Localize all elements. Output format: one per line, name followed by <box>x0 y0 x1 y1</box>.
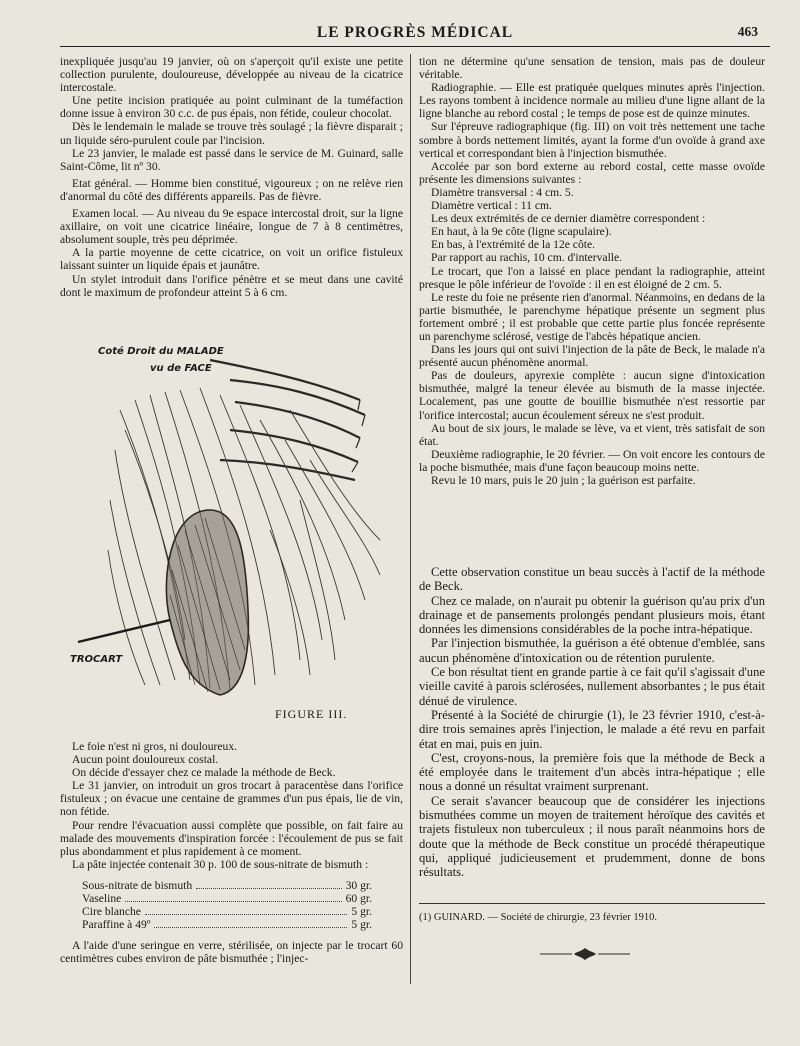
paragraph: Revu le 10 mars, puis le 20 juin ; la guérison est parfaite. <box>431 474 696 487</box>
paragraph: Le trocart, que l'on a laissé en place pendant la radiographie, atteint presque le pôle inférieur de l'ovoïde : il en est éloigné de 2 cm. 5. <box>419 264 765 291</box>
page-header <box>60 24 770 46</box>
ingredient-name: Vaseline <box>82 892 122 906</box>
ingredient-name: Sous-nitrate de bismuth <box>82 878 193 892</box>
paragraph: Chez ce malade, on n'aurait pu obtenir la guérison qu'au prix d'un drainage et de pansements prolongés pendant plusieurs mois, étant données les dimensions considérables de la poche intra-hépatique. <box>419 593 765 637</box>
ingredient-name: Paraffine à 49º <box>82 918 151 932</box>
paragraph: A la partie moyenne de cette cicatrice, on voit un orifice fistuleux laissant suinter un liquide épais et jaunâtre. <box>60 246 403 273</box>
figure-label-view: vu de FACE <box>150 363 212 374</box>
list-item: En haut, à la 9e côte (ligne scapulaire). <box>431 225 612 239</box>
ingredient-qty: 5 gr. <box>351 905 372 919</box>
leader-dots <box>125 892 341 902</box>
leader-dots <box>196 879 341 889</box>
list-item: Les deux extrémités de ce dernier diamètre correspondent : <box>431 212 706 226</box>
paragraph: Un stylet introduit dans l'orifice pénètre et se meut dans une cavité dont le maximum de profondeur atteint 5 à 6 cm. <box>60 272 403 299</box>
list-item: Diamètre vertical : 11 cm. <box>431 199 552 213</box>
paragraph: C'est, croyons-nous, la première fois que la méthode de Beck a été employée dans le traitement d'un abcès intra-hépatique ; elle nous a donné un résultat vraiment surprenant. <box>419 750 765 794</box>
header-rule <box>60 46 770 47</box>
figure-label-trocart: TROCART <box>70 654 123 665</box>
paragraph: Au bout de six jours, le malade se lève, va et vient, très satisfait de son état. <box>419 421 765 448</box>
recipe-row <box>82 879 372 892</box>
paragraph: Examen local. — Au niveau du 9e espace intercostal droit, sur la ligne axillaire, on voit une cicatrice linéaire, longue de 7 à 8 centimètres, absolument souple, très peu déprimée. <box>60 207 403 247</box>
paragraph: Cette observation constitue un beau succès à l'actif de la méthode de Beck. <box>419 565 765 594</box>
paragraph: On décide d'essayer chez ce malade la méthode de Beck. <box>72 766 336 780</box>
recipe-table <box>82 879 372 931</box>
paragraph: Aucun point douloureux costal. <box>72 753 219 767</box>
ingredient-qty: 5 gr. <box>351 918 372 932</box>
paragraph: Le 23 janvier, le malade est passé dans le service de M. Guinard, salle Saint-Côme, lit nº 30. <box>60 146 403 173</box>
ingredient-qty: 60 gr. <box>345 892 372 906</box>
paragraph: A l'aide d'une seringue en verre, stérilisée, on injecte par le trocart 60 centimètres cubes environ de pâte bismuthée ; l'injec- <box>60 939 403 966</box>
figure-label-side: Coté Droit du MALADE <box>98 346 224 357</box>
paragraph: Pour rendre l'évacuation aussi complète que possible, on fait faire au malade des mouvements d'inspiration forcée : l'écoulement de pus se fait plus abondamment et plus rapidement à ce moment. <box>60 818 403 858</box>
paragraph: Ce serait s'avancer beaucoup que de considérer les injections bismuthées comme un moyen de traitement héroïque des cavités et trajets fistuleux non tuberculeux ; il nous paraît néanmoins hors de doute que la méthode de Beck constitue un procédé thérapeutique qui, appliqué judicieusement et prudemment, donne de bons résultats. <box>419 793 765 880</box>
recipe-row <box>82 918 372 931</box>
paragraph: Présenté à la Société de chirurgie (1), le 23 février 1910, c'est-à-dire trois semaines après l'injection, le malade a été revu en parfait état en mai, puis en juin. <box>419 707 765 751</box>
paragraph: Sur l'épreuve radiographique (fig. III) on voit très nettement une tache sombre à bords nettement limités, ayant la forme d'un ovoïde à grand axe vertical et correspondant bien à l'injection bismuthée. <box>419 120 765 160</box>
paragraph: inexpliquée jusqu'au 19 janvier, où on s'aperçoit qu'il existe une petite collection purulente, douloureuse, développée au niveau de la cicatrice intercostale. <box>60 55 403 95</box>
leader-dots <box>154 918 347 928</box>
ingredient-name: Cire blanche <box>82 905 141 919</box>
recipe-row <box>82 892 372 905</box>
column-divider <box>410 54 411 984</box>
list-item: Diamètre transversal : 4 cm. 5. <box>431 185 574 199</box>
journal-title: LE PROGRÈS MÉDICAL <box>316 24 514 41</box>
ornament-icon <box>540 946 630 962</box>
paragraph: La pâte injectée contenait 30 p. 100 de sous-nitrate de bismuth : <box>72 857 369 871</box>
list-item: En bas, à l'extrémité de la 12e côte. <box>431 238 596 252</box>
paragraph: Pas de douleurs, apyrexie complète : aucun signe d'intoxication bismuthée, malgré la teneur élevée au bismuth de la masse injectée. Localement, pas une goutte de bouillie bismuthée n'est ressortie par l'orifice intercostal; aucun écoulement séreux ne s'est produit. <box>419 369 765 422</box>
left-column-bottom <box>60 740 403 966</box>
paragraph: Le 31 janvier, on introduit un gros trocart à paracentèse dans l'orifice fistuleux ; on évacue une centaine de grammes d'un pus épais, lie de vin, non fétide. <box>60 779 403 819</box>
paragraph: tion ne détermine qu'une sensation de tension, mais pas de douleur véritable. <box>419 55 765 82</box>
footnote: (1) GUINARD. — Société de chirurgie, 23 février 1910. <box>419 912 658 923</box>
footnote-rule <box>419 903 765 904</box>
paragraph: Etat général. — Homme bien constitué, vigoureux ; on ne relève rien d'anormal du côté des différents appareils. Pas de fièvre. <box>60 176 403 203</box>
paragraph: Deuxième radiographie, le 20 février. — On voit encore les contours de la poche bismuthée, mais d'une façon beaucoup moins nette. <box>419 447 765 474</box>
paragraph: Radiographie. — Elle est pratiquée quelques minutes après l'injection. Les rayons tombent à incidence normale au milieu d'une ligne allant de la ligne blanche au rebord costal ; le temps de pose est de quinze minutes. <box>419 81 765 121</box>
recipe-row <box>82 905 372 918</box>
left-column-top <box>60 55 403 299</box>
rib-sketch-illustration <box>60 340 405 735</box>
paragraph: Le foie n'est ni gros, ni douloureux. <box>72 740 238 753</box>
paragraph: Par l'injection bismuthée, la guérison a été obtenue d'emblée, sans aucun phénomène d'intoxication ou de rétention purulente. <box>419 636 765 665</box>
figure-caption: FIGURE III. <box>275 707 348 721</box>
ingredient-qty: 30 gr. <box>345 878 372 892</box>
page-number: 463 <box>737 24 758 39</box>
paragraph: Le reste du foie ne présente rien d'anormal. Néanmoins, en dedans de la partie bismuthée, le parenchyme hépatique présente un segment plus fortement ombré ; il est probable que cette partie plus foncée représente un parenchyme sclérosé, vestige de l'abcès hépatique ancien. <box>419 290 765 343</box>
paragraph: Ce bon résultat tient en grande partie à ce fait qu'il s'agissait d'une vieille cavité à parois sclérosées, nullement absorbantes ; le pus était dénué de virulence. <box>419 665 765 708</box>
right-column-top <box>419 55 765 487</box>
right-column-conclusion <box>419 565 765 880</box>
list-item: Par rapport au rachis, 10 cm. d'intervalle. <box>431 251 623 265</box>
leader-dots <box>145 905 347 915</box>
paragraph: Dans les jours qui ont suivi l'injection de la pâte de Beck, le malade n'a présenté aucun phénomène anormal. <box>419 343 765 370</box>
paragraph: Une petite incision pratiquée au point culminant de la tuméfaction donne issue à environ 30 c.c. de pus épais, non fétide, couleur chocolat. <box>60 94 403 121</box>
paragraph: Dès le lendemain le malade se trouve très soulagé ; la fièvre disparait ; un liquide séro-purulent coule par l'incision. <box>60 120 403 147</box>
figure-drawing <box>60 340 405 735</box>
paragraph: Accolée par son bord externe au rebord costal, cette masse ovoïde présente les dimensions suivantes : <box>419 159 765 186</box>
